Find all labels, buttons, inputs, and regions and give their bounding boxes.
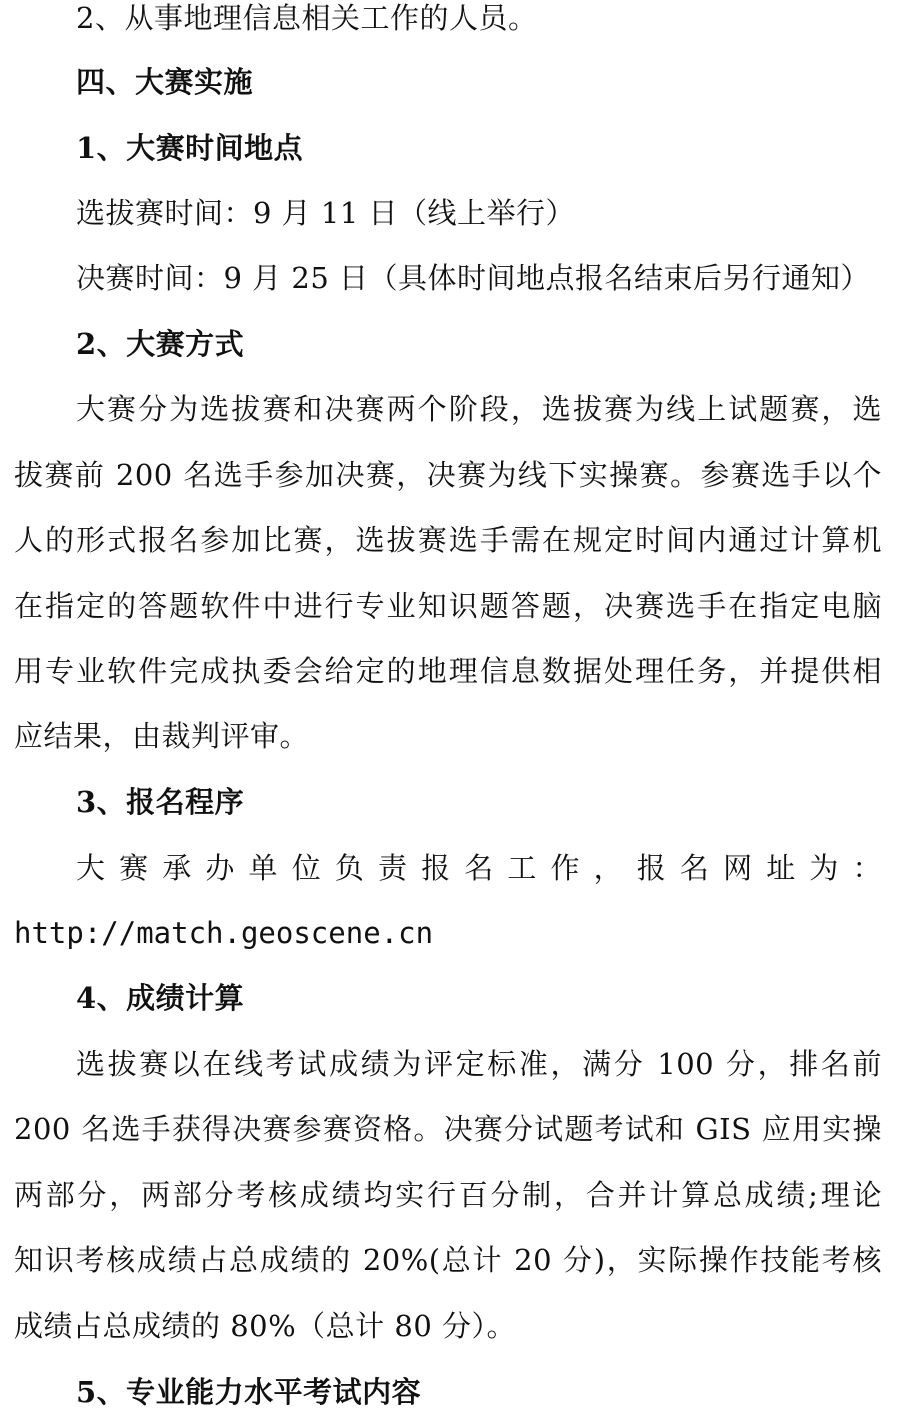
subsection-5-heading: 5、专业能力水平考试内容 [76,1375,422,1409]
method-paragraph-line: 在指定的答题软件中进行专业知识题答题，决赛选手在指定电脑 [14,589,882,623]
final-time-text: 决赛时间：9 月 25 日（具体时间地点报名结束后另行通知） [76,261,871,295]
registration-url-link[interactable]: http://match.geoscene.cn [14,916,434,950]
subsection-3-heading: 3、报名程序 [76,785,245,819]
score-paragraph-line: 两部分，两部分考核成绩均实行百分制，合并计算总成绩;理论 [14,1178,882,1212]
score-paragraph-line: 200 名选手获得决赛参赛资格。决赛分试题考试和 GIS 应用实操 [14,1112,882,1146]
method-paragraph-line: 大赛分为选拔赛和决赛两个阶段，选拔赛为线上试题赛，选 [76,392,882,426]
score-paragraph-line: 知识考核成绩占总成绩的 20%(总计 20 分)，实际操作技能考核 [14,1243,882,1277]
subsection-2-heading: 2、大赛方式 [76,327,245,361]
method-paragraph-line: 用专业软件完成执委会给定的地理信息数据处理任务，并提供相 [14,654,882,688]
subsection-1-heading: 1、大赛时间地点 [76,131,304,165]
score-paragraph-line: 成绩占总成绩的 80%（总计 80 分）。 [14,1309,517,1343]
method-paragraph-line: 人的形式报名参加比赛，选拔赛选手需在规定时间内通过计算机 [14,523,882,557]
section-4-heading: 四、大赛实施 [76,65,254,99]
selection-time-text: 选拔赛时间：9 月 11 日（线上举行） [76,196,576,230]
registration-text: 大赛承办单位负责报名工作，报名网址为： [76,851,882,885]
item-2-text: 2、从事地理信息相关工作的人员。 [76,1,538,35]
method-paragraph-line: 应结果，由裁判评审。 [14,719,310,753]
method-paragraph-line: 拔赛前 200 名选手参加决赛，决赛为线下实操赛。参赛选手以个 [14,458,882,492]
score-paragraph-line: 选拔赛以在线考试成绩为评定标准，满分 100 分，排名前 [76,1047,882,1081]
subsection-4-heading: 4、成绩计算 [76,981,245,1015]
